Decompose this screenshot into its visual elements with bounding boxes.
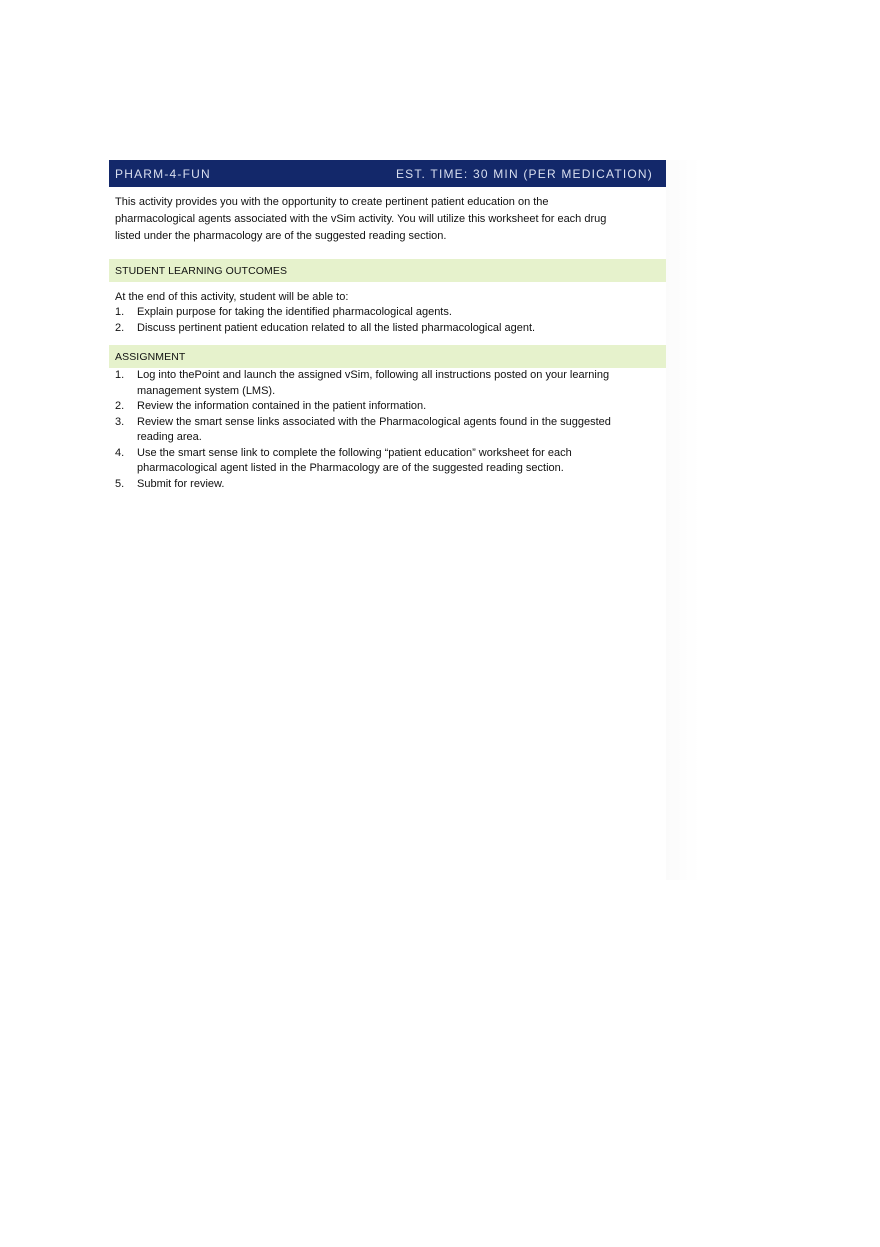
- item-text: Log into thePoint and launch the assigned vSim, following all instructions posted on your learning management system (LMS).: [137, 369, 610, 397]
- assignment-list: [109, 368, 666, 492]
- item-text: Explain purpose for taking the identified pharmacological agents.: [137, 306, 452, 318]
- item-number: 1.: [115, 369, 125, 381]
- item-number: 5.: [115, 477, 125, 490]
- item-number: 2.: [115, 400, 125, 412]
- list-item: [109, 305, 666, 321]
- outcomes-heading: STUDENT LEARNING OUTCOMES: [109, 259, 666, 282]
- outcomes-list: [109, 305, 666, 336]
- item-number: 4.: [115, 446, 125, 459]
- list-item: [109, 368, 666, 399]
- item-text: Review the information contained in the patient information.: [137, 400, 427, 412]
- list-item: [109, 321, 666, 337]
- worksheet-title: PHARM-4-FUN: [115, 166, 211, 181]
- estimated-time: EST. TIME: 30 MIN (PER MEDICATION): [395, 166, 653, 181]
- item-number: 1.: [115, 306, 125, 318]
- intro-paragraph: This activity provides you with the opportunity to create pertinent patient education on the pharmacological agents associated with the vSim activity. You will utilize this worksheet for each drug listed under the pharmacology are of the suggested reading section.: [115, 196, 607, 242]
- list-item: [109, 399, 666, 415]
- item-number: 3.: [115, 415, 125, 428]
- item-text: Use the smart sense link to complete the following “patient education” worksheet for each pharmacological agent listed in the Pharmacology are of the suggested reading section.: [137, 446, 572, 474]
- list-item: [109, 446, 666, 477]
- item-number: 2.: [115, 321, 125, 334]
- page-edge-shade: [666, 160, 700, 880]
- list-item: [109, 477, 666, 493]
- outcomes-lead: At the end of this activity, student will be able to:: [115, 291, 349, 303]
- item-text: Submit for review.: [137, 477, 225, 490]
- list-item: [109, 415, 666, 446]
- worksheet: [109, 160, 666, 492]
- item-text: Discuss pertinent patient education related to all the listed pharmacological agent.: [137, 321, 536, 334]
- item-text: Review the smart sense links associated with the Pharmacological agents found in the suggested reading area.: [137, 415, 611, 443]
- header-bar: [109, 160, 666, 187]
- assignment-heading: ASSIGNMENT: [109, 345, 666, 368]
